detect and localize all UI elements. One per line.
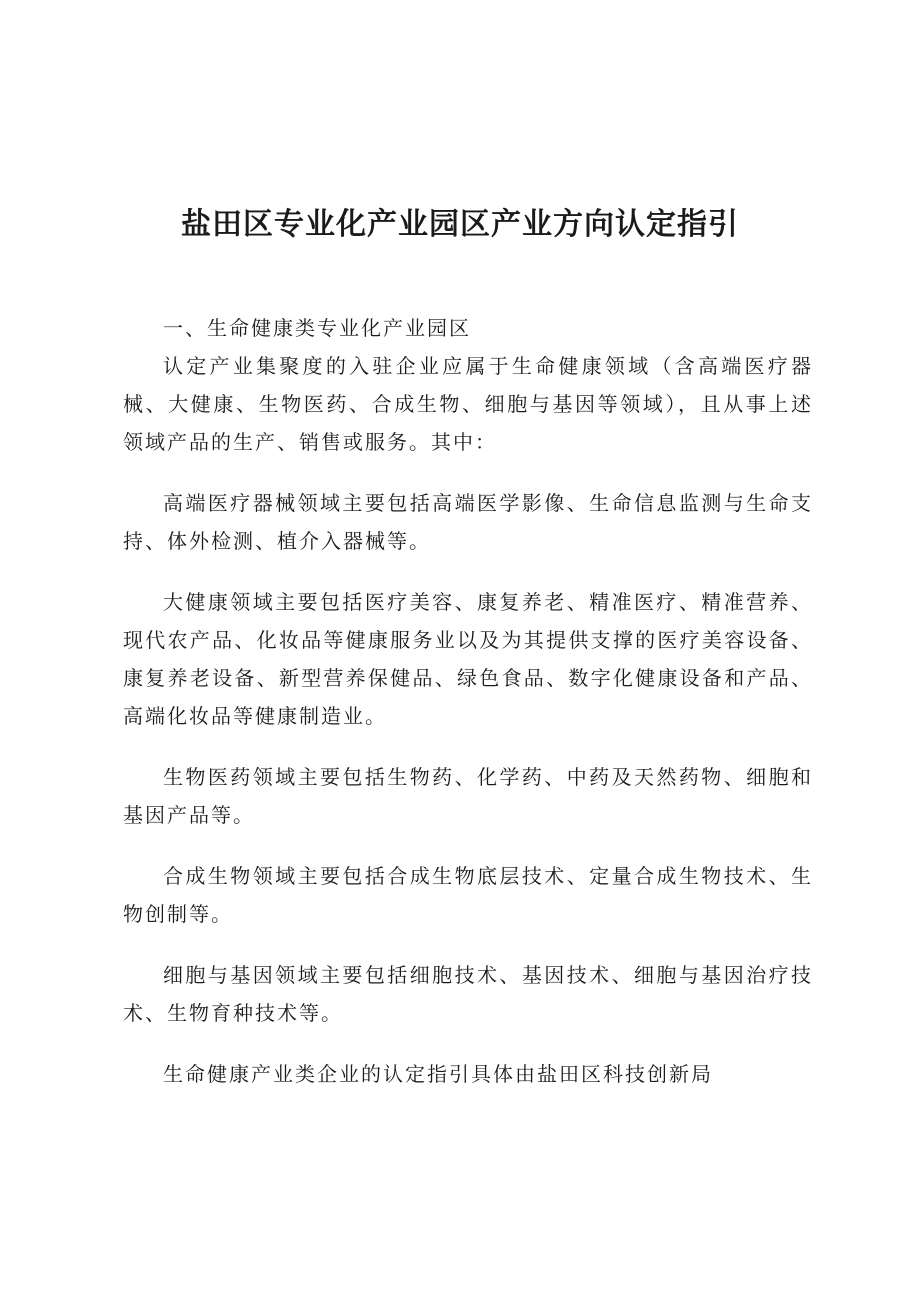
paragraph-synthetic-biology: 合成生物领域主要包括合成生物底层技术、定量合成生物技术、生物创制等。 [123, 864, 813, 926]
paragraph-medical-devices: 高端医疗器械领域主要包括高端医学影像、生命信息监测与生命支持、体外检测、植介入器械等。 [123, 491, 813, 553]
paragraph-intro: 认定产业集聚度的入驻企业应属于生命健康领域（含高端医疗器械、大健康、生物医药、合成生物、细胞与基因等领域），且从事上述领域产品的生产、销售或服务。其中： [123, 354, 813, 454]
paragraph-biomedicine: 生物医药领域主要包括生物药、化学药、中药及天然药物、细胞和基因产品等。 [123, 765, 813, 827]
paragraph-big-health: 大健康领域主要包括医疗美容、康复养老、精准医疗、精准营养、现代农产品、化妆品等健康服务业以及为其提供支撑的医疗美容设备、康复养老设备、新型营养保健品、绿色食品、数字化健康设备和产品、高端化妆品等健康制造业。 [123, 590, 813, 728]
paragraph-cell-gene: 细胞与基因领域主要包括细胞技术、基因技术、细胞与基因治疗技术、生物育种技术等。 [123, 963, 813, 1025]
document-title: 盐田区专业化产业园区产业方向认定指引 [181, 207, 739, 242]
paragraph-guidance: 生命健康产业类企业的认定指引具体由盐田区科技创新局 [163, 1062, 713, 1086]
section-heading: 一、生命健康类专业化产业园区 [163, 316, 471, 340]
document-body [123, 309, 813, 1093]
